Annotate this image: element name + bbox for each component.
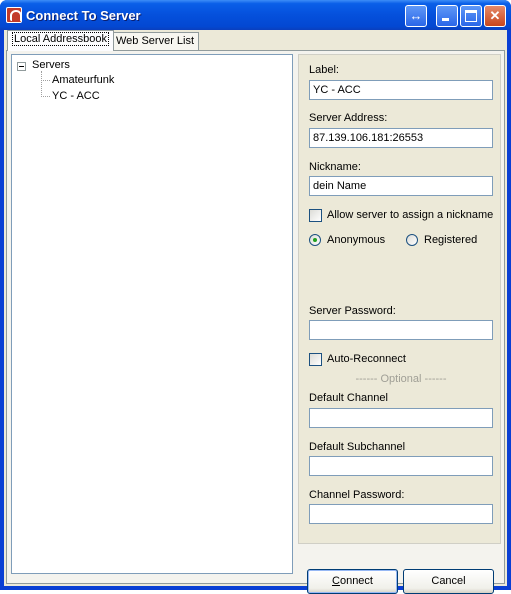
- auto-reconnect-checkbox[interactable]: [309, 353, 322, 366]
- default-channel-input[interactable]: [309, 408, 493, 428]
- nickname-label: Nickname:: [309, 161, 361, 173]
- window-title: Connect To Server: [26, 8, 141, 23]
- minimize-button[interactable]: [436, 5, 458, 27]
- tree-item-amateurfunk[interactable]: Amateurfunk: [52, 74, 115, 86]
- connect-button[interactable]: [307, 569, 398, 594]
- anonymous-label[interactable]: Anonymous: [327, 234, 386, 246]
- headset-app-icon: [6, 7, 22, 23]
- swap-icon[interactable]: ↔: [405, 5, 427, 27]
- tab-panel: [6, 50, 505, 587]
- title-bar[interactable]: [0, 0, 511, 30]
- auto-reconnect-label[interactable]: Auto-Reconnect: [327, 353, 406, 365]
- label-field-label: Label:: [309, 64, 339, 76]
- registered-label[interactable]: Registered: [424, 234, 478, 246]
- tab-local-addressbook[interactable]: [7, 30, 114, 51]
- close-button[interactable]: ✕: [484, 5, 506, 27]
- maximize-button[interactable]: [460, 5, 482, 27]
- nickname-input[interactable]: [309, 176, 493, 196]
- server-address-input[interactable]: [309, 128, 493, 148]
- dialog-client-area: [4, 30, 507, 586]
- default-subchannel-input[interactable]: [309, 456, 493, 476]
- label-input[interactable]: [309, 80, 493, 100]
- tree-connector: [41, 96, 50, 97]
- server-password-input[interactable]: [309, 320, 493, 340]
- channel-password-label: Channel Password:: [309, 489, 405, 501]
- allow-nickname-label[interactable]: Allow server to assign a nickname: [327, 209, 494, 221]
- tab-web-server-list[interactable]: [111, 32, 199, 50]
- connect-accelerator: C: [332, 575, 340, 587]
- cancel-button-label: Cancel: [431, 575, 466, 587]
- default-channel-label: Default Channel: [309, 392, 388, 404]
- connect-button-label: onnect: [339, 575, 373, 587]
- optional-divider: ------ Optional ------: [355, 373, 447, 385]
- collapse-icon[interactable]: [17, 62, 26, 71]
- tree-connector: [41, 71, 42, 97]
- tree-connector: [41, 80, 50, 81]
- server-tree[interactable]: [11, 54, 293, 574]
- registered-radio[interactable]: [406, 234, 418, 246]
- default-subchannel-label: Default Subchannel: [309, 441, 406, 453]
- allow-nickname-checkbox[interactable]: [309, 209, 322, 222]
- tab-local-addressbook-label: Local Addressbook: [14, 33, 107, 45]
- server-address-label: Server Address:: [309, 112, 388, 124]
- tree-item-yc-acc[interactable]: YC - ACC: [52, 90, 100, 102]
- server-details-panel: [298, 54, 501, 544]
- server-password-label: Server Password:: [309, 305, 396, 317]
- anonymous-radio[interactable]: [309, 234, 321, 246]
- tab-web-server-list-label: Web Server List: [116, 35, 195, 47]
- cancel-button[interactable]: [403, 569, 494, 594]
- tree-root-servers[interactable]: Servers: [32, 59, 70, 71]
- channel-password-input[interactable]: [309, 504, 493, 524]
